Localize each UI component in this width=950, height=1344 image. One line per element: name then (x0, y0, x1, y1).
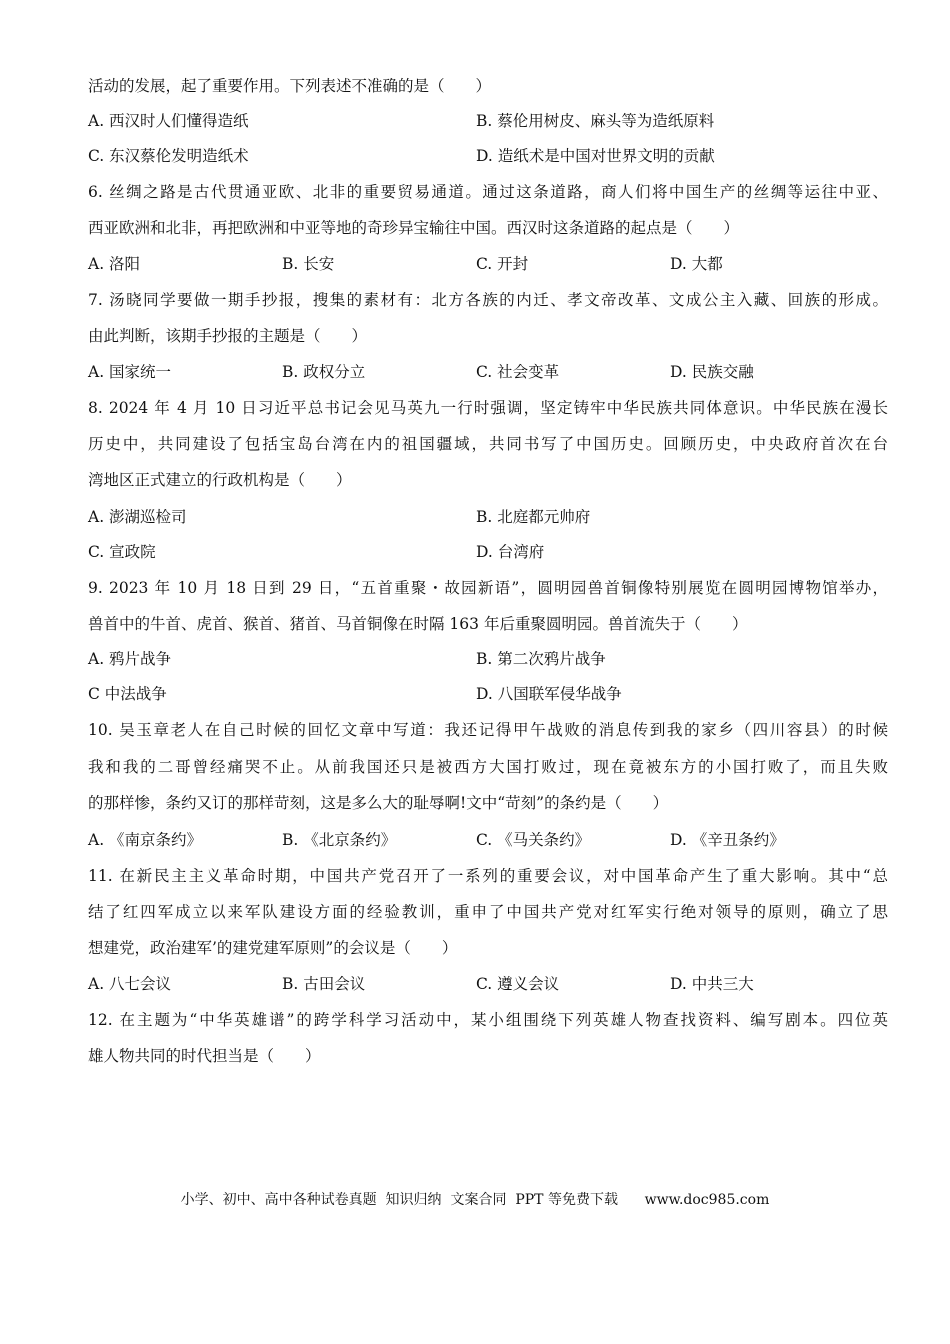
q10-option-d: D. 《辛丑条约》 (670, 831, 785, 849)
q8-options-row1 (88, 506, 888, 528)
q6-option-a: A. 洛阳 (88, 255, 141, 273)
q6-stem-line: 6. 丝绸之路是古代贯通亚欧、北非的重要贸易通道。通过这条道路，商人们将中国生产的丝绸等运往中亚、 (88, 183, 888, 201)
q5-option-b: B. 蔡伦用树皮、麻头等为造纸原料 (476, 112, 715, 130)
q10-options (88, 829, 888, 851)
q5-stem: 活动的发展，起了重要作用。下列表述不准确的是（ ） (88, 77, 492, 95)
q5-options-row1 (88, 110, 888, 132)
q8-option-b: B. 北庭都元帅府 (476, 508, 591, 526)
q10-option-c: C. 《马关条约》 (476, 831, 591, 849)
q8-option-c: C. 宣政院 (88, 543, 156, 561)
q11-option-d: D. 中共三大 (670, 975, 754, 993)
q7-options (88, 361, 888, 383)
q12-stem-line: 雄人物共同的时代担当是（ ） (88, 1047, 321, 1065)
q11-stem-line: 想建党，政治建军’的建党建军原则”的会议是（ ） (88, 939, 458, 957)
q9-options-row1 (88, 648, 888, 670)
q9-options-row2 (88, 683, 888, 705)
q5-options-row2 (88, 145, 888, 167)
q8-stem-line: 8. 2024 年 4 月 10 日习近平总书记会见马英九一行时强调，坚定铸牢中华民族共同体意识。中华民族在漫长 (88, 399, 888, 417)
q8-stem-line: 湾地区正式建立的行政机构是（ ） (88, 471, 352, 489)
q7-option-d: D. 民族交融 (670, 363, 754, 381)
q9-option-d: D. 八国联军侵华战争 (476, 685, 622, 703)
q10-option-b: B. 《北京条约》 (282, 831, 397, 849)
q12-stem-line: 12. 在主题为“中华英雄谱”的跨学科学习活动中，某小组围绕下列英雄人物查找资料、编写剧本。四位英 (88, 1011, 888, 1029)
q9-option-a: A. 鸦片战争 (88, 650, 172, 668)
q10-stem-line: 我和我的二哥曾经痛哭不止。从前我国还只是被西方大国打败过，现在竟被东方的小国打败了，而且失败 (88, 758, 888, 776)
q7-option-b: B. 政权分立 (282, 363, 366, 381)
q6-stem-line: 西亚欧洲和北非，再把欧洲和中亚等地的奇珍异宝输往中国。西汉时这条道路的起点是（ ） (88, 219, 740, 237)
q8-options-row2 (88, 541, 888, 563)
q10-stem-line: 的那样惨，条约又订的那样苛刻，这是多么大的耻辱啊!文中“苛刻”的条约是（ ） (88, 794, 669, 812)
q9-stem-line: 兽首中的牛首、虎首、猴首、猪首、马首铜像在时隔 163 年后重聚圆明园。兽首流失于（ ） (88, 615, 748, 633)
q8-stem-line: 历史中，共同建设了包括宝岛台湾在内的祖国疆域，共同书写了中国历史。回顾历史，中央政府首次在台 (88, 435, 888, 453)
q7-option-a: A. 国家统一 (88, 363, 172, 381)
q5-option-c: C. 东汉蔡伦发明造纸术 (88, 147, 249, 165)
q11-option-b: B. 古田会议 (282, 975, 366, 993)
q5-option-a: A. 西汉时人们懂得造纸 (88, 112, 249, 130)
q10-option-a: A. 《南京条约》 (88, 831, 203, 849)
q6-options (88, 253, 888, 275)
q9-stem-line: 9. 2023 年 10 月 18 日到 29 日，“五首重聚・故园新语”，圆明园兽首铜像特别展览在圆明园博物馆举办， (88, 579, 888, 597)
q11-stem-line: 结了红四军成立以来军队建设方面的经验教训，重申了中国共产党对红军实行绝对领导的原则，确立了思 (88, 903, 888, 921)
q7-option-c: C. 社会变革 (476, 363, 560, 381)
q6-option-d: D. 大都 (670, 255, 723, 273)
q9-option-b: B. 第二次鸦片战争 (476, 650, 606, 668)
page-footer: 小学、初中、高中各种试卷真题 知识归纳 文案合同 PPT 等免费下载 www.doc985.com (180, 1192, 770, 1208)
q7-stem-line: 7. 汤晓同学要做一期手抄报，搜集的素材有：北方各族的内迁、孝文帝改革、文成公主入藏、回族的形成。 (88, 291, 888, 309)
q8-option-d: D. 台湾府 (476, 543, 545, 561)
q11-option-c: C. 遵义会议 (476, 975, 560, 993)
q9-option-c: C 中法战争 (88, 685, 167, 703)
q5-option-d: D. 造纸术是中国对世界文明的贡献 (476, 147, 715, 165)
q11-options (88, 973, 888, 995)
q11-stem-line: 11. 在新民主主义革命时期，中国共产党召开了一系列的重要会议，对中国革命产生了重大影响。其中“总 (88, 867, 888, 885)
q7-stem-line: 由此判断，该期手抄报的主题是（ ） (88, 327, 368, 345)
q8-option-a: A. 澎湖巡检司 (88, 508, 187, 526)
q11-option-a: A. 八七会议 (88, 975, 172, 993)
q10-stem-line: 10. 吴玉章老人在自己时候的回忆文章中写道：我还记得甲午战败的消息传到我的家乡（四川容县）的时候 (88, 721, 888, 739)
q6-option-b: B. 长安 (282, 255, 335, 273)
q6-option-c: C. 开封 (476, 255, 529, 273)
